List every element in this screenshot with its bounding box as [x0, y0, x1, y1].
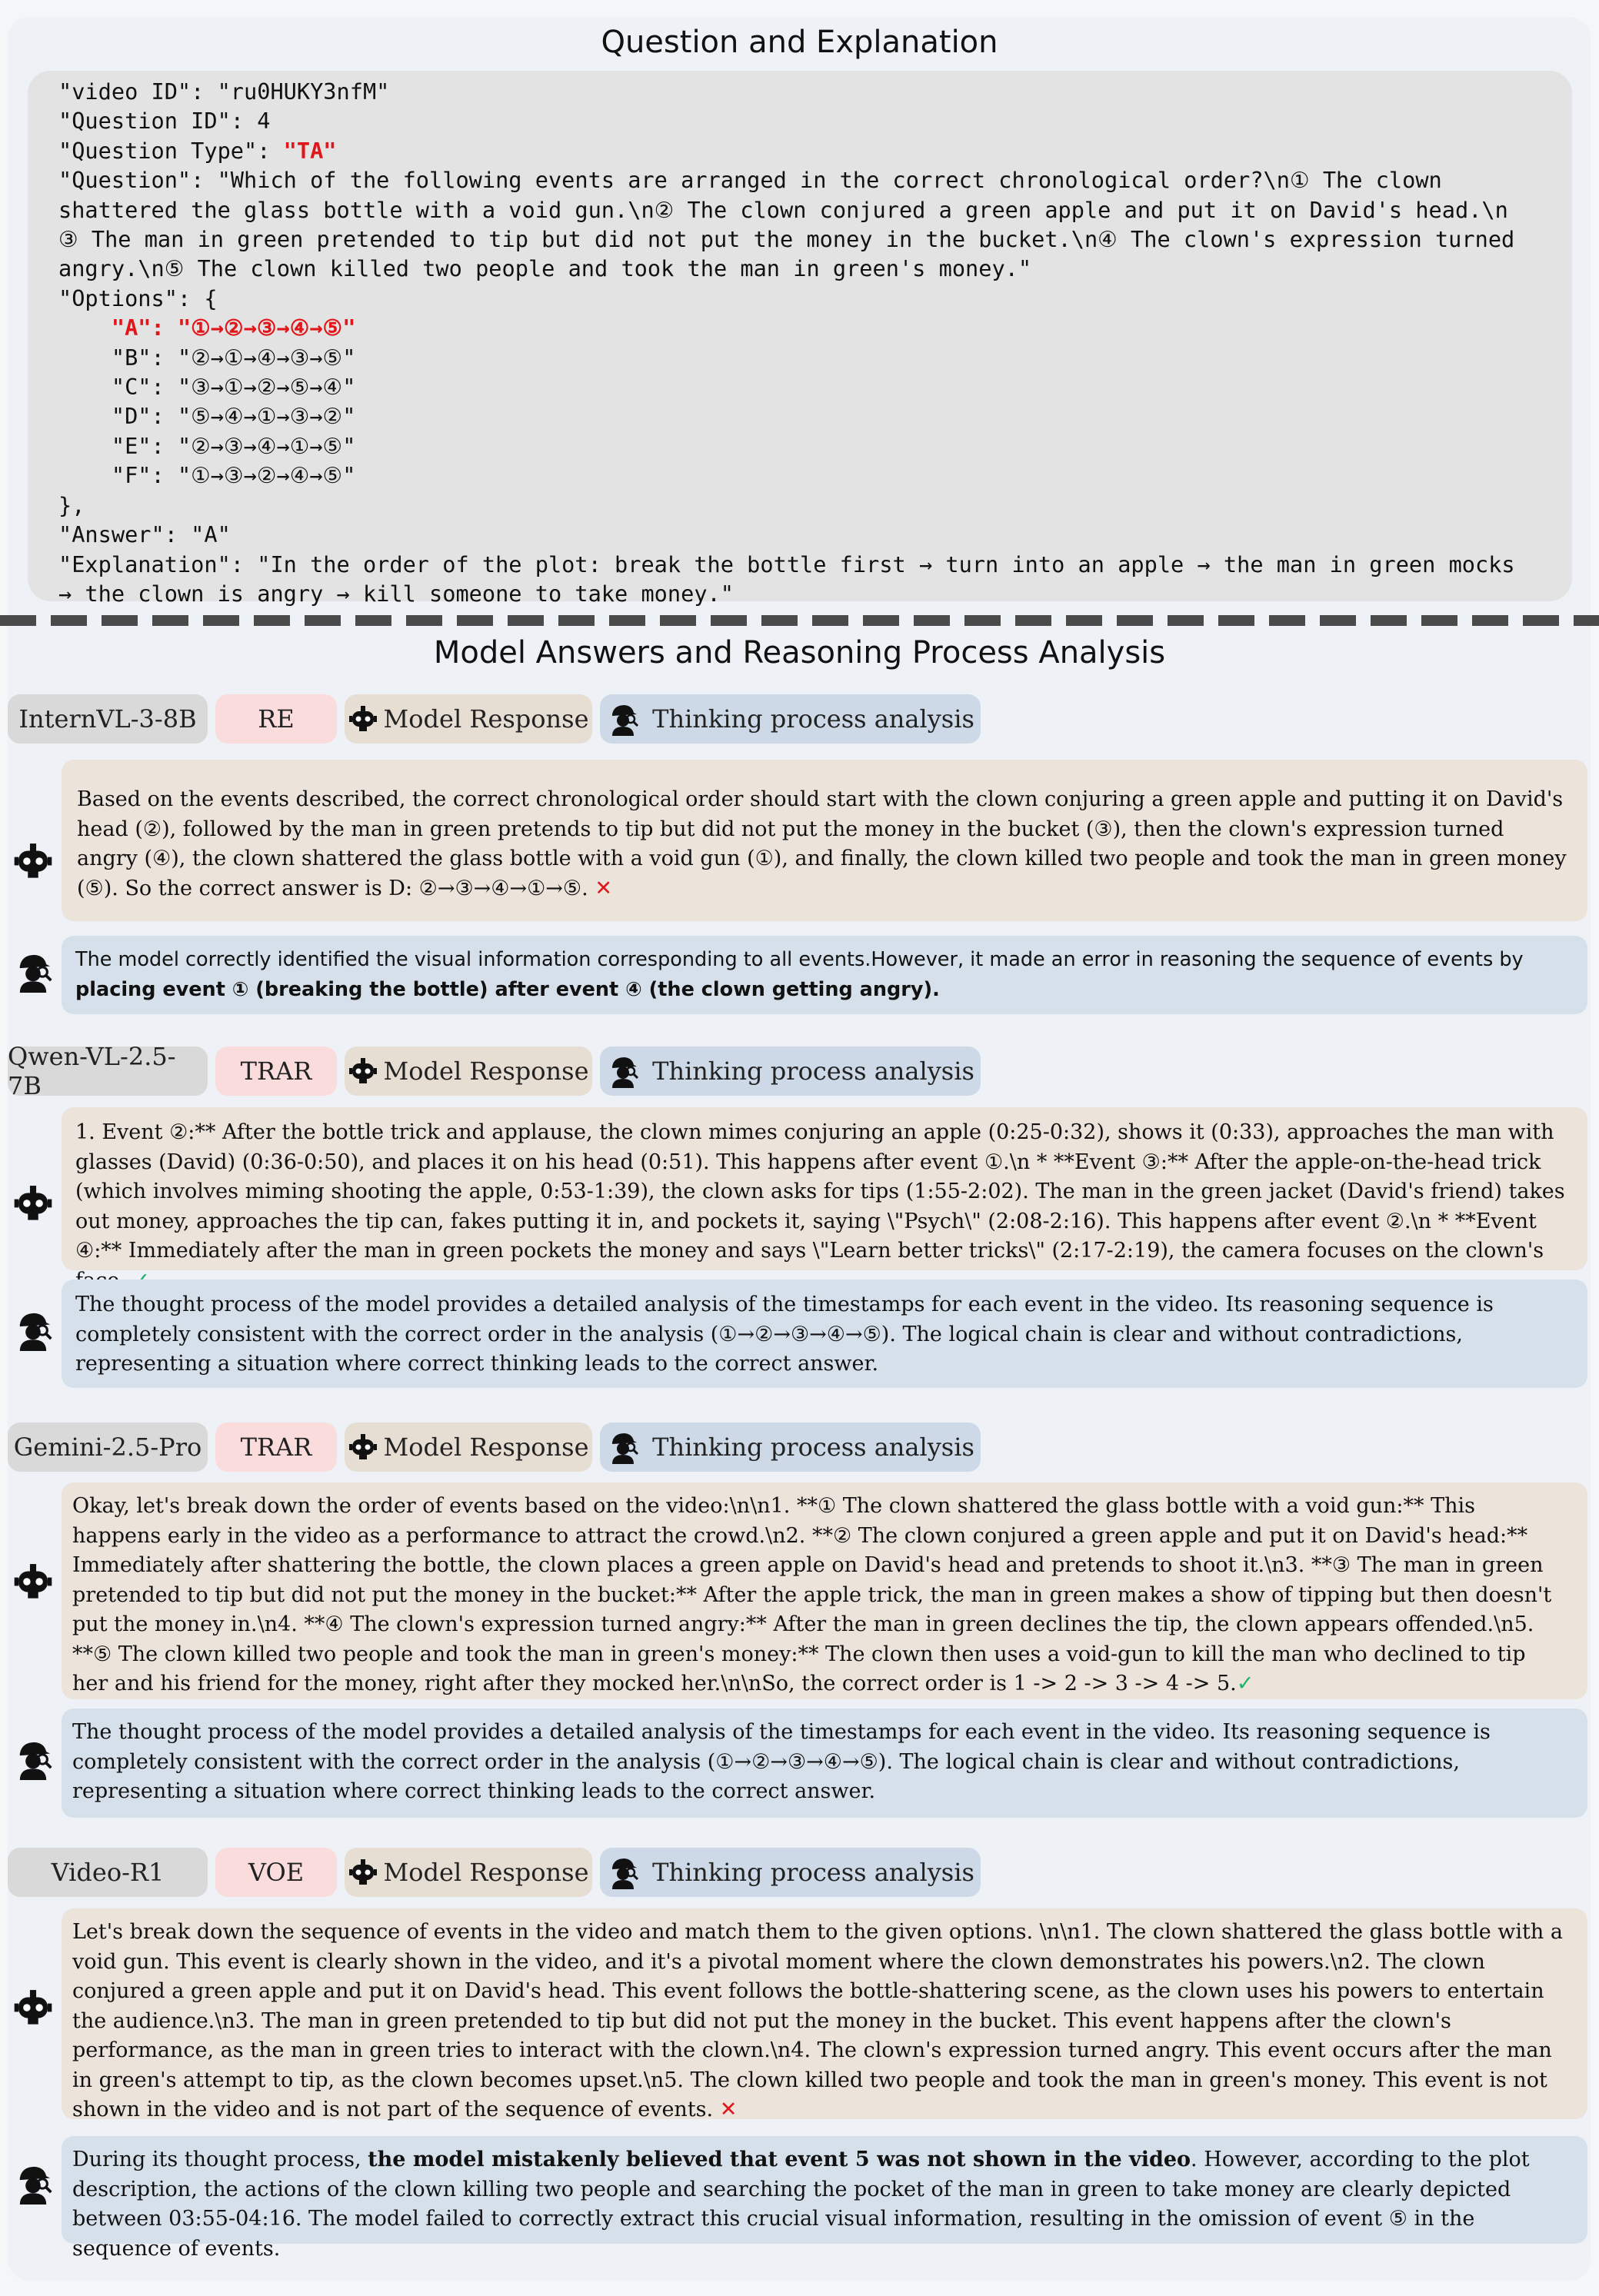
robot-icon: [12, 840, 54, 882]
response-text: Okay, let's break down the order of events based on the video:\n\n1. **① The clown shattered the glass bottle with a void gun:** This happens early in the video as a performance to attract the crowd.\n2. **② The clown conjured a green apple and put it on David's head:** Immediately after shattering the bottle, the clown places a green apple on David's head and pretends to shoot it.\n3. **③ The man in green pretended to tip but did not put the money in the bucket:** After the apple trick, the man in green makes a show of tipping but then doesn't put the money in.\n4. **④ The clown's expression turned angry:** After the man in green declines the tip, the clown appears offended.\n5. **⑤ The clown killed two people and took the man in green's money:** The clown then uses a void-gun to kill the man who declined to tip her and his friend for the money, right after they mocked her.\n\nSo, the correct order is 1 -> 2 -> 3 -> 4 -> 5.: [72, 1494, 1552, 1695]
model-response-box: [62, 1107, 1587, 1270]
analysis-highlight: the model mistakenly believed that event 5 was not shown in the video: [368, 2148, 1191, 2171]
model-response-box: [62, 1908, 1587, 2119]
option-line: "B": "②→①→④→③→⑤": [58, 344, 356, 371]
video-id-line: "video ID": "ru0HUKY3nfM": [58, 78, 390, 105]
question-type-value: "TA": [283, 137, 337, 164]
model-response-label: Model Response: [383, 704, 589, 734]
option-a-correct: "A": "①→②→③→④→⑤": [58, 314, 356, 341]
option-line: "C": "③→①→②→⑤→④": [58, 374, 356, 401]
model-header-video-r1: [0, 1848, 1599, 1897]
wrong-mark-icon: ✕: [719, 2098, 738, 2121]
detective-icon: [606, 1855, 640, 1889]
error-type-tag: TRAR: [215, 1047, 337, 1096]
response-text: Let's break down the sequence of events in the video and match them to the given options. \n\n1. The clown shattered the glass bottle with a void gun. This event is clearly shown in the video, and it's a pivotal moment where the clown demonstrates his powers.\n2. The clown conjured a green apple and put it on David's head. This event follows the bottle-shattering scene, as the clown uses his powers to entertain the audience.\n3. The man in green pretended to tip but did not put the money in the bucket. This event happens after the clown's performance, as the man in green tries to interact with the clown.\n4. The clown's expression turned angry. This event occurs after the man in green's attempt to tip, as the clown becomes upset.\n5. The clown killed two people and took the man in green's money. This event is not shown in the video and is not part of the sequence of events.: [72, 1920, 1563, 2121]
analysis-highlight: placing event ① (breaking the bottle) after event ④ (the clown getting angry).: [75, 977, 940, 1001]
error-type-tag: VOE: [215, 1848, 337, 1897]
detective-icon: [12, 2162, 54, 2205]
analysis-text: The thought process of the model provides a detailed analysis of the timestamps for each event in the video. Its reasoning sequence is completely consistent with the correct order in the analysis (①→②→③→④→⑤). The logical chain is clear and without contradictions, representing a situation where correct thinking leads to the correct answer.: [72, 1720, 1491, 1803]
model-header-internvl: [0, 694, 1599, 744]
model-name-tag: InternVL-3-8B: [8, 694, 208, 744]
detective-icon: [606, 702, 640, 736]
option-line: "F": "①→③→②→④→⑤": [58, 462, 356, 489]
question-text-line: angry.\n⑤ The clown killed two people and took the man in green's money.": [58, 255, 1032, 282]
question-json-block: [28, 71, 1572, 607]
detective-icon: [12, 1309, 54, 1352]
question-type-key: "Question Type":: [58, 137, 284, 164]
model-response-tag: [345, 1047, 592, 1096]
question-text-line: "Question": "Which of the following events are arranged in the correct chronological order?\n① The clown: [58, 167, 1442, 194]
correct-mark-icon: ✓: [1236, 1672, 1254, 1695]
option-line: "E": "②→③→④→①→⑤": [58, 432, 356, 459]
model-name-tag: Video-R1: [8, 1848, 208, 1897]
model-header-gemini: [0, 1423, 1599, 1472]
thinking-analysis-box: [62, 936, 1587, 1014]
response-text: 1. Event ②:** After the bottle trick and applause, the clown mimes conjuring an apple (0:25-0:32), shows it (0:33), approaches the man with glasses (David) (0:36-0:50), and places it on his head (0:51). This happens after event ①.\n * **Event ③:** After the apple-on-the-head trick (which involves miming shooting the apple, 0:53-1:39), the clown asks for tips (1:55-2:02). The man in the green jacket (David's friend) takes out money, approaches the tip can, fakes putting it in, and pockets it, saying \"Psych\" (2:08-2:16). This happens after event ②.\n * **Event ④:** Immediately after the man in green pockets the money and says \"Learn better tricks\" (2:17-2:19), the camera focuses on the clown's: [75, 1120, 1565, 1263]
error-type-tag: TRAR: [215, 1423, 337, 1472]
model-response-tag: [345, 694, 592, 744]
explanation-line: "Explanation": "In the order of the plot: break the bottle first → turn into an apple → the man in green mocks: [58, 551, 1515, 577]
question-type-line: [58, 136, 1543, 165]
question-section-title: Question and Explanation: [601, 25, 998, 60]
response-text: Based on the events described, the correct chronological order should start with the clown conjuring a green apple and putting it on David's head (②), followed by the man in green pretends to tip but did not put the money in the bucket (③), then the clown's expression turned angry (④), the clown shattered the glass bottle with a void gun (①), and finally, the clown killed two people and took the man in green money (⑤). So the correct answer is D: ②→③→④→①→⑤.: [77, 787, 1567, 900]
thinking-analysis-label: Thinking process analysis: [652, 1433, 974, 1462]
section-divider: [0, 615, 1599, 626]
robot-icon: [348, 704, 378, 734]
thinking-analysis-tag: [600, 1423, 981, 1472]
detective-icon: [606, 1054, 640, 1088]
thinking-analysis-label: Thinking process analysis: [652, 704, 974, 734]
question-id-line: "Question ID": 4: [58, 108, 271, 135]
model-name-tag: Gemini-2.5-Pro: [8, 1423, 208, 1472]
analysis-text: . However, according to the plot description, the actions of the clown killing two people and searching the pocket of the man in green to take money are clearly depicted between 03:55-04:16. The model failed to correctly extract this crucial visual information, resulting in the omission of event ⑤ in the sequence of events.: [72, 2148, 1530, 2261]
thinking-analysis-label: Thinking process analysis: [652, 1056, 974, 1086]
model-response-label: Model Response: [383, 1433, 589, 1462]
options-open: "Options": {: [58, 285, 218, 311]
model-response-box: [62, 760, 1587, 921]
thinking-analysis-tag: [600, 694, 981, 744]
thinking-analysis-label: Thinking process analysis: [652, 1858, 974, 1887]
robot-icon: [348, 1432, 378, 1462]
question-text-line: shattered the glass bottle with a void gun.\n② The clown conjured a green apple and put it on David's head.\n: [58, 196, 1508, 223]
explanation-line: → the clown is angry → kill someone to take money.": [58, 580, 734, 607]
detective-icon: [12, 1738, 54, 1781]
thinking-analysis-box: [62, 2136, 1587, 2261]
robot-icon: [12, 1987, 54, 2028]
answer-line: "Answer": "A": [58, 521, 231, 548]
analysis-section-title: Model Answers and Reasoning Process Analysis: [433, 635, 1166, 670]
model-response-label: Model Response: [383, 1858, 589, 1887]
detective-icon: [12, 950, 54, 993]
thinking-analysis-tag: [600, 1848, 981, 1897]
robot-icon: [12, 1561, 54, 1602]
analysis-text: The model correctly identified the visual information corresponding to all events.However, it made an error in reasoning the sequence of events by: [75, 948, 1524, 971]
model-response-tag: [345, 1848, 592, 1897]
question-text-line: ③ The man in green pretended to tip but did not put the money in the bucket.\n④ The clown's expression turned: [58, 226, 1515, 253]
option-line: "D": "⑤→④→①→③→②": [58, 403, 356, 430]
wrong-mark-icon: ✕: [595, 876, 612, 900]
model-response-label: Model Response: [383, 1056, 589, 1086]
error-type-tag: RE: [215, 694, 337, 744]
analysis-text: The thought process of the model provides a detailed analysis of the timestamps for each event in the video. Its reasoning sequence is completely consistent with the correct order in the analysis (①→②→③→④→⑤). The logical chain is clear and without contradictions, representing a situation where correct thinking leads to the correct answer.: [75, 1293, 1494, 1376]
model-response-box: [62, 1482, 1587, 1699]
analysis-text: During its thought process,: [72, 2148, 368, 2171]
model-name-tag: Qwen-VL-2.5-7B: [8, 1047, 208, 1096]
robot-icon: [12, 1183, 54, 1224]
options-close: },: [58, 491, 85, 518]
detective-icon: [606, 1430, 640, 1464]
thinking-analysis-box: [62, 1709, 1587, 1818]
robot-icon: [348, 1857, 378, 1888]
model-response-tag: [345, 1423, 592, 1472]
model-header-qwen: [0, 1042, 1599, 1100]
thinking-analysis-box: [62, 1279, 1587, 1388]
thinking-analysis-tag: [600, 1047, 981, 1096]
robot-icon: [348, 1056, 378, 1086]
